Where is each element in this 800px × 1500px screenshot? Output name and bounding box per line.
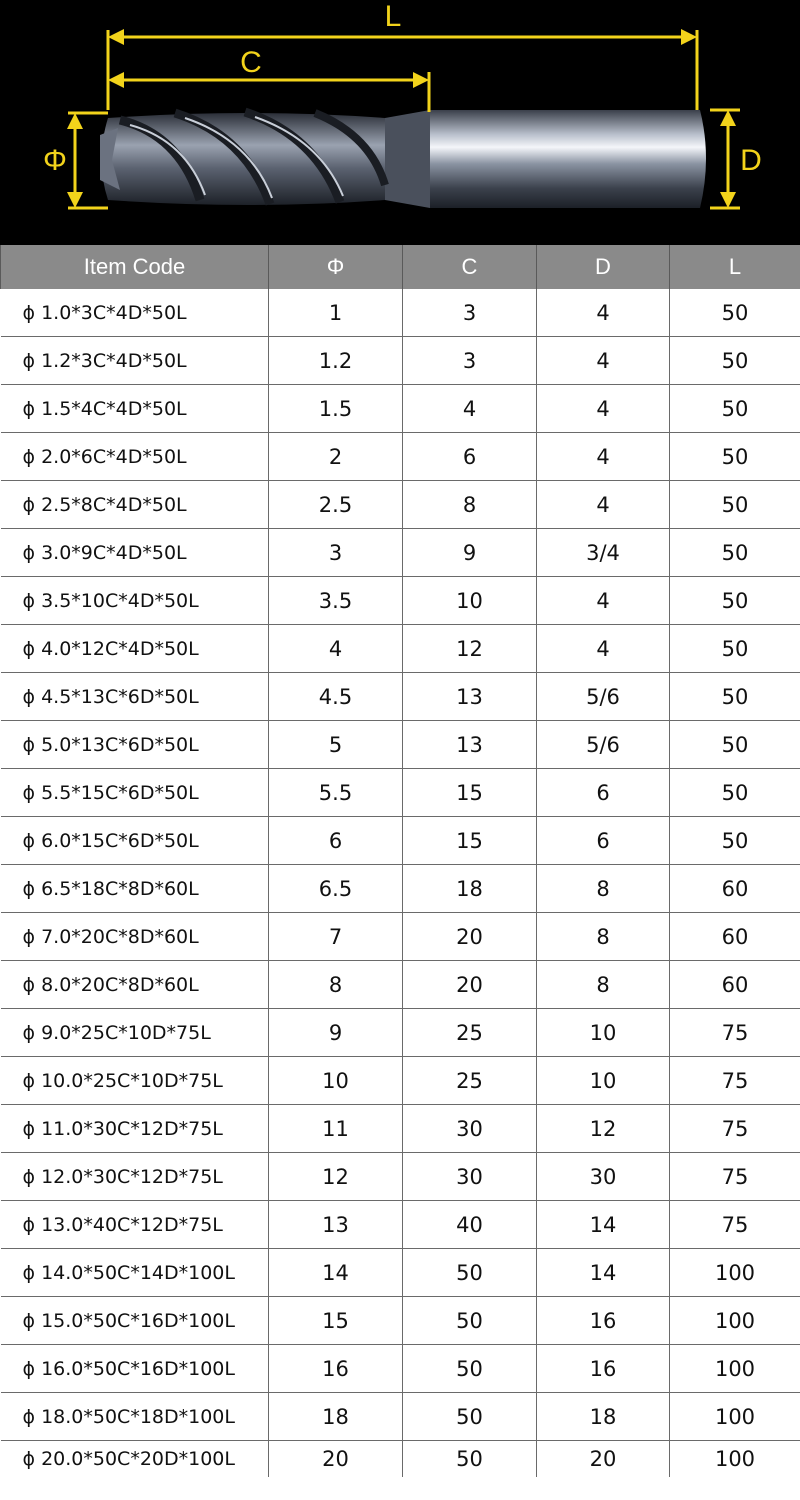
- table-row: [1, 1153, 800, 1201]
- table-row: [1, 1009, 800, 1057]
- table-body: [1, 289, 800, 1477]
- phi-cell: 9: [269, 1009, 403, 1057]
- table-row: [1, 1105, 800, 1153]
- c-cell: 3: [403, 289, 537, 337]
- table-row: [1, 625, 800, 673]
- c-cell: 15: [403, 817, 537, 865]
- d-cell: 16: [537, 1345, 670, 1393]
- l-cell: 60: [670, 961, 800, 1009]
- item-code-cell: ϕ 4.0*12C*4D*50L: [1, 625, 269, 673]
- d-cell: 30: [537, 1153, 670, 1201]
- l-cell: 50: [670, 625, 800, 673]
- phi-cell: 20: [269, 1441, 403, 1478]
- phi-cell: 18: [269, 1393, 403, 1441]
- d-cell: 4: [537, 577, 670, 625]
- l-cell: 50: [670, 769, 800, 817]
- c-cell: 20: [403, 961, 537, 1009]
- phi-cell: 13: [269, 1201, 403, 1249]
- phi-cell: 1: [269, 289, 403, 337]
- header-phi: Φ: [269, 245, 403, 289]
- product-diagram: [0, 0, 800, 245]
- phi-cell: 4: [269, 625, 403, 673]
- d-cell: 12: [537, 1105, 670, 1153]
- phi-cell: 5.5: [269, 769, 403, 817]
- d-cell: 5/6: [537, 673, 670, 721]
- l-cell: 100: [670, 1297, 800, 1345]
- l-cell: 50: [670, 289, 800, 337]
- d-cell: 6: [537, 769, 670, 817]
- phi-cell: 16: [269, 1345, 403, 1393]
- item-code-cell: ϕ 15.0*50C*16D*100L: [1, 1297, 269, 1345]
- table-row: [1, 385, 800, 433]
- c-cell: 25: [403, 1009, 537, 1057]
- c-cell: 50: [403, 1441, 537, 1478]
- c-cell: 40: [403, 1201, 537, 1249]
- phi-cell: 7: [269, 913, 403, 961]
- l-cell: 50: [670, 385, 800, 433]
- l-cell: 75: [670, 1105, 800, 1153]
- table-row: [1, 577, 800, 625]
- c-cell: 30: [403, 1105, 537, 1153]
- phi-cell: 2.5: [269, 481, 403, 529]
- item-code-cell: ϕ 7.0*20C*8D*60L: [1, 913, 269, 961]
- phi-cell: 6: [269, 817, 403, 865]
- l-cell: 50: [670, 673, 800, 721]
- item-code-cell: ϕ 5.0*13C*6D*50L: [1, 721, 269, 769]
- l-cell: 100: [670, 1249, 800, 1297]
- c-cell: 10: [403, 577, 537, 625]
- item-code-cell: ϕ 13.0*40C*12D*75L: [1, 1201, 269, 1249]
- l-cell: 100: [670, 1345, 800, 1393]
- d-cell: 14: [537, 1201, 670, 1249]
- label-c: C: [240, 46, 262, 79]
- phi-cell: 2: [269, 433, 403, 481]
- l-cell: 75: [670, 1153, 800, 1201]
- item-code-cell: ϕ 12.0*30C*12D*75L: [1, 1153, 269, 1201]
- item-code-cell: ϕ 18.0*50C*18D*100L: [1, 1393, 269, 1441]
- l-cell: 75: [670, 1009, 800, 1057]
- table-row: [1, 913, 800, 961]
- l-cell: 50: [670, 529, 800, 577]
- c-cell: 18: [403, 865, 537, 913]
- phi-cell: 1.2: [269, 337, 403, 385]
- d-cell: 4: [537, 337, 670, 385]
- d-cell: 4: [537, 385, 670, 433]
- item-code-cell: ϕ 1.0*3C*4D*50L: [1, 289, 269, 337]
- item-code-cell: ϕ 3.0*9C*4D*50L: [1, 529, 269, 577]
- d-cell: 18: [537, 1393, 670, 1441]
- c-cell: 3: [403, 337, 537, 385]
- header-d: D: [537, 245, 670, 289]
- table-row: [1, 865, 800, 913]
- phi-cell: 6.5: [269, 865, 403, 913]
- table-row: [1, 817, 800, 865]
- d-cell: 4: [537, 289, 670, 337]
- phi-cell: 12: [269, 1153, 403, 1201]
- item-code-cell: ϕ 2.5*8C*4D*50L: [1, 481, 269, 529]
- c-cell: 9: [403, 529, 537, 577]
- flutes: [100, 112, 385, 205]
- phi-cell: 11: [269, 1105, 403, 1153]
- d-cell: 14: [537, 1249, 670, 1297]
- header-l: L: [670, 245, 800, 289]
- shank: [385, 110, 706, 208]
- l-cell: 50: [670, 433, 800, 481]
- c-cell: 50: [403, 1297, 537, 1345]
- phi-cell: 1.5: [269, 385, 403, 433]
- label-l: L: [384, 0, 402, 33]
- table-row: [1, 1201, 800, 1249]
- l-cell: 50: [670, 577, 800, 625]
- d-cell: 8: [537, 961, 670, 1009]
- d-cell: 4: [537, 625, 670, 673]
- item-code-cell: ϕ 1.2*3C*4D*50L: [1, 337, 269, 385]
- table-row: [1, 1297, 800, 1345]
- item-code-cell: ϕ 14.0*50C*14D*100L: [1, 1249, 269, 1297]
- d-cell: 8: [537, 913, 670, 961]
- phi-cell: 8: [269, 961, 403, 1009]
- c-cell: 25: [403, 1057, 537, 1105]
- c-cell: 6: [403, 433, 537, 481]
- item-code-cell: ϕ 3.5*10C*4D*50L: [1, 577, 269, 625]
- c-cell: 13: [403, 673, 537, 721]
- c-cell: 20: [403, 913, 537, 961]
- item-code-cell: ϕ 1.5*4C*4D*50L: [1, 385, 269, 433]
- d-cell: 10: [537, 1057, 670, 1105]
- item-code-cell: ϕ 6.0*15C*6D*50L: [1, 817, 269, 865]
- table-row: [1, 769, 800, 817]
- table-row: [1, 1393, 800, 1441]
- d-cell: 8: [537, 865, 670, 913]
- item-code-cell: ϕ 4.5*13C*6D*50L: [1, 673, 269, 721]
- item-code-cell: ϕ 6.5*18C*8D*60L: [1, 865, 269, 913]
- table-row: [1, 1441, 800, 1478]
- phi-cell: 5: [269, 721, 403, 769]
- l-cell: 50: [670, 721, 800, 769]
- header-c: C: [403, 245, 537, 289]
- table-row: [1, 529, 800, 577]
- table-header-row: [1, 245, 800, 289]
- c-cell: 13: [403, 721, 537, 769]
- label-d: D: [740, 144, 762, 177]
- item-code-cell: ϕ 11.0*30C*12D*75L: [1, 1105, 269, 1153]
- d-cell: 4: [537, 433, 670, 481]
- item-code-cell: ϕ 9.0*25C*10D*75L: [1, 1009, 269, 1057]
- c-cell: 12: [403, 625, 537, 673]
- l-cell: 60: [670, 865, 800, 913]
- d-cell: 4: [537, 481, 670, 529]
- label-phi: Φ: [43, 144, 67, 177]
- item-code-cell: ϕ 20.0*50C*20D*100L: [1, 1441, 269, 1478]
- table-row: [1, 1057, 800, 1105]
- c-cell: 8: [403, 481, 537, 529]
- table-row: [1, 1345, 800, 1393]
- c-cell: 4: [403, 385, 537, 433]
- d-cell: 5/6: [537, 721, 670, 769]
- table-row: [1, 673, 800, 721]
- phi-cell: 14: [269, 1249, 403, 1297]
- phi-cell: 3.5: [269, 577, 403, 625]
- item-code-cell: ϕ 8.0*20C*8D*60L: [1, 961, 269, 1009]
- d-cell: 20: [537, 1441, 670, 1478]
- l-cell: 100: [670, 1393, 800, 1441]
- d-cell: 10: [537, 1009, 670, 1057]
- phi-cell: 10: [269, 1057, 403, 1105]
- phi-cell: 4.5: [269, 673, 403, 721]
- item-code-cell: ϕ 2.0*6C*4D*50L: [1, 433, 269, 481]
- l-cell: 100: [670, 1441, 800, 1478]
- c-cell: 50: [403, 1393, 537, 1441]
- l-cell: 50: [670, 337, 800, 385]
- header-item-code: Item Code: [1, 245, 269, 289]
- table-row: [1, 1249, 800, 1297]
- l-cell: 50: [670, 481, 800, 529]
- item-code-cell: ϕ 10.0*25C*10D*75L: [1, 1057, 269, 1105]
- c-cell: 30: [403, 1153, 537, 1201]
- d-cell: 6: [537, 817, 670, 865]
- l-cell: 75: [670, 1201, 800, 1249]
- item-code-cell: ϕ 16.0*50C*16D*100L: [1, 1345, 269, 1393]
- table-row: [1, 337, 800, 385]
- end-mill-drawing: [0, 0, 800, 245]
- d-cell: 3/4: [537, 529, 670, 577]
- l-cell: 50: [670, 817, 800, 865]
- d-cell: 16: [537, 1297, 670, 1345]
- specification-table: [0, 245, 800, 1477]
- c-cell: 50: [403, 1345, 537, 1393]
- table-row: [1, 961, 800, 1009]
- item-code-cell: ϕ 5.5*15C*6D*50L: [1, 769, 269, 817]
- table-row: [1, 289, 800, 337]
- table-row: [1, 433, 800, 481]
- table-row: [1, 721, 800, 769]
- l-cell: 75: [670, 1057, 800, 1105]
- l-cell: 60: [670, 913, 800, 961]
- c-cell: 50: [403, 1249, 537, 1297]
- phi-cell: 3: [269, 529, 403, 577]
- c-cell: 15: [403, 769, 537, 817]
- phi-cell: 15: [269, 1297, 403, 1345]
- table-row: [1, 481, 800, 529]
